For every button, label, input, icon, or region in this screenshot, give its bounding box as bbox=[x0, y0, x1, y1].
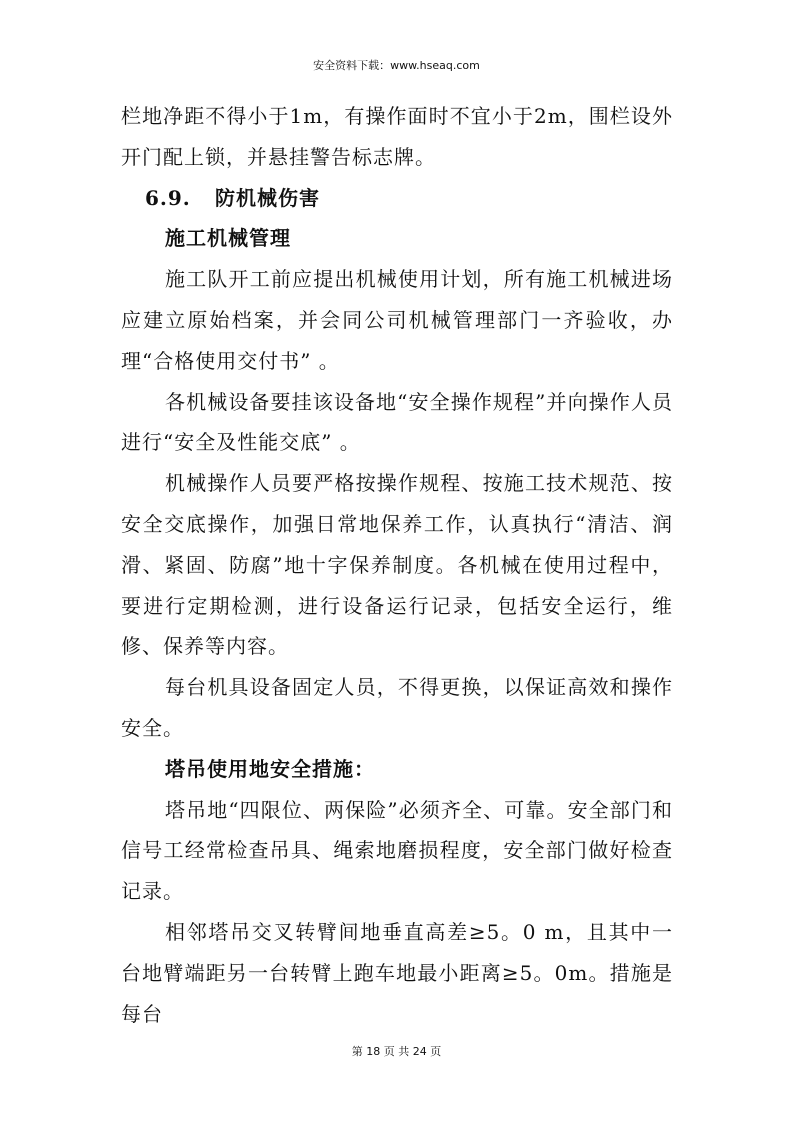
paragraph-machinery-plan: 施工队开工前应提出机械使用计划，所有施工机械进场应建立原始档案，并会同公司机械管理部门一齐验收，办理“合格使用交付书” 。 bbox=[121, 267, 673, 373]
paragraph-fixed-personnel: 每台机具设备固定人员，不得更换，以保证高效和操作安全。 bbox=[121, 675, 673, 740]
paragraph-operating-rules: 各机械设备要挂该设备地“安全操作规程”并向操作人员进行“安全及性能交底” 。 bbox=[121, 389, 673, 455]
page-footer: 第 18 页 共 24 页 bbox=[351, 1045, 442, 1058]
subheading-tower-crane-safety: 塔吊使用地安全措施： bbox=[165, 756, 375, 781]
page-header: 安全资料下载：www.hseaq.com bbox=[313, 59, 480, 72]
subheading-machinery-management: 施工机械管理 bbox=[165, 226, 291, 251]
document-body bbox=[121, 96, 673, 1034]
paragraph-continuation: 栏地净距不得小于1m，有操作面时不宜小于2m，围栏设外开门配上锁，并悬挂警告标志牌。 bbox=[121, 104, 673, 169]
section-heading bbox=[121, 178, 673, 219]
paragraph-operator-requirements: 机械操作人员要严格按操作规程、按施工技术规范、按安全交底操作，加强日常地保养工作，认真执行“清洁、润滑、紧固、防腐”地十字保养制度。各机械在使用过程中，要进行定期检测，进行设备运行记录，包括安全运行，维修、保养等内容。 bbox=[121, 471, 673, 659]
section-title: 防机械伤害 bbox=[215, 185, 320, 210]
section-number: 6.9. bbox=[145, 185, 191, 210]
paragraph-crane-distance: 相邻塔吊交叉转臂间地垂直高差≥5。0 m，且其中一台地臂端距另一台转臂上跑车地最小距离≥5。0m。措施是每台 bbox=[121, 919, 673, 1026]
paragraph-crane-limits: 塔吊地“四限位、两保险”必须齐全、可靠。安全部门和信号工经常检查吊具、绳索地磨损程度，安全部门做好检查记录。 bbox=[121, 797, 673, 904]
